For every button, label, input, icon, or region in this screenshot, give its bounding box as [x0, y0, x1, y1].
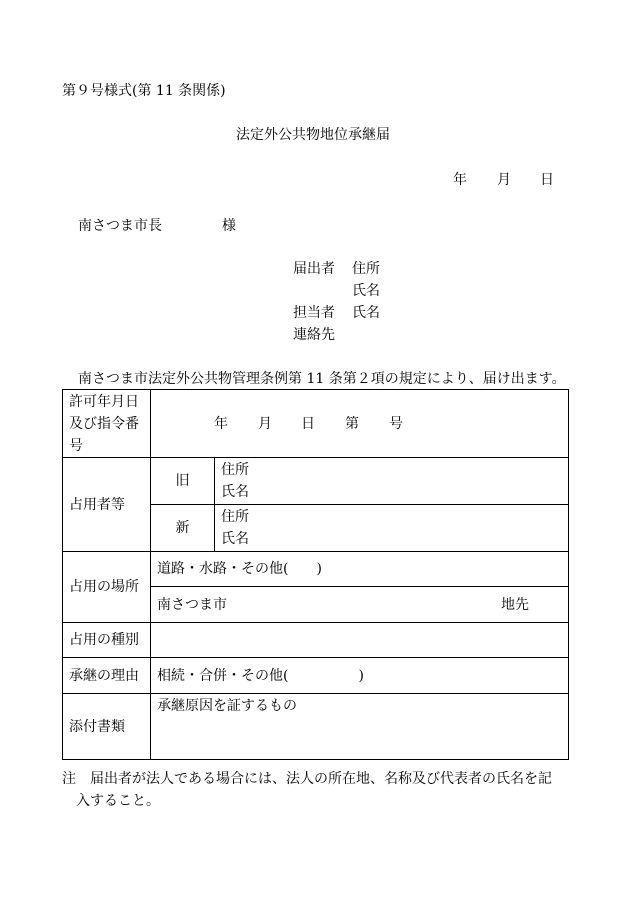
permit-year-label: 年 — [214, 416, 228, 432]
attachments-value-cell[interactable] — [151, 694, 569, 760]
applicant-name-label: 氏名 — [352, 283, 380, 299]
occupant-old-label: 旧 — [151, 458, 215, 505]
reason-row — [63, 658, 569, 694]
reason-options[interactable]: 相続・合併・その他( ) — [151, 658, 569, 694]
occupant-new-label: 新 — [151, 505, 215, 552]
permit-value-cell[interactable] — [151, 390, 569, 458]
contact-person-name-label: 氏名 — [352, 305, 380, 321]
occupant-new-values[interactable] — [215, 505, 569, 552]
type-label-cell: 占用の種別 — [63, 623, 151, 658]
form-title: 法定外公共物地位承継届 — [236, 127, 390, 143]
location-address-cell[interactable] — [151, 587, 569, 623]
type-row — [63, 623, 569, 658]
occupant-new-name-label: 氏名 — [221, 531, 249, 547]
date-month-label: 月 — [497, 172, 511, 188]
location-suffix: 地先 — [501, 597, 529, 613]
addressee-name: 南さつま市長 — [78, 218, 162, 234]
footnote-line: 入すること。 — [76, 793, 160, 809]
permit-label-cell — [63, 390, 151, 458]
type-value-cell[interactable] — [151, 623, 569, 658]
notification-form-table — [62, 389, 569, 760]
occupant-old-name-label: 氏名 — [221, 484, 249, 500]
occupant-old-values[interactable] — [215, 458, 569, 505]
applicant-address-label: 住所 — [352, 261, 380, 277]
location-options-row — [63, 552, 569, 587]
permit-day-label: 日 — [301, 416, 315, 432]
attachments-text: 承継原因を証するもの — [157, 698, 297, 714]
location-label-cell: 占用の場所 — [63, 552, 151, 623]
contact-person-label: 担当者 — [293, 305, 335, 321]
reason-label-cell: 承継の理由 — [63, 658, 151, 694]
applicant-label: 届出者 — [293, 261, 335, 277]
permit-month-label: 月 — [258, 416, 272, 432]
permit-label-line: 許可年月日 — [69, 393, 139, 410]
attachments-label-cell: 添付書類 — [63, 694, 151, 760]
permit-row — [63, 390, 569, 458]
occupant-old-address-label: 住所 — [221, 462, 249, 478]
location-options[interactable]: 道路・水路・その他( ) — [151, 552, 569, 587]
permit-number-suffix: 号 — [389, 416, 403, 432]
footnote-line: 注 届出者が法人である場合には、法人の所在地、名称及び代表者の氏名を記 — [62, 771, 552, 787]
attachments-row — [63, 694, 569, 760]
occupant-new-address-label: 住所 — [221, 509, 249, 525]
contact-label: 連絡先 — [293, 327, 335, 343]
date-day-label: 日 — [540, 172, 554, 188]
location-city: 南さつま市 — [157, 596, 227, 613]
date-year-label: 年 — [453, 172, 467, 188]
intro-text: 南さつま市法定外公共物管理条例第 11 条第２項の規定により、届け出ます。 — [78, 371, 566, 387]
form-number: 第９号様式(第 11 条関係) — [62, 83, 226, 99]
footnote — [62, 768, 572, 812]
occupant-old-row — [63, 458, 569, 505]
permit-label-line: 及び指令番 — [69, 415, 139, 432]
permit-no-label: 第 — [345, 416, 359, 432]
addressee-honorific: 様 — [222, 218, 236, 234]
permit-label-line: 号 — [69, 437, 83, 454]
occupant-label-cell: 占用者等 — [63, 458, 151, 552]
